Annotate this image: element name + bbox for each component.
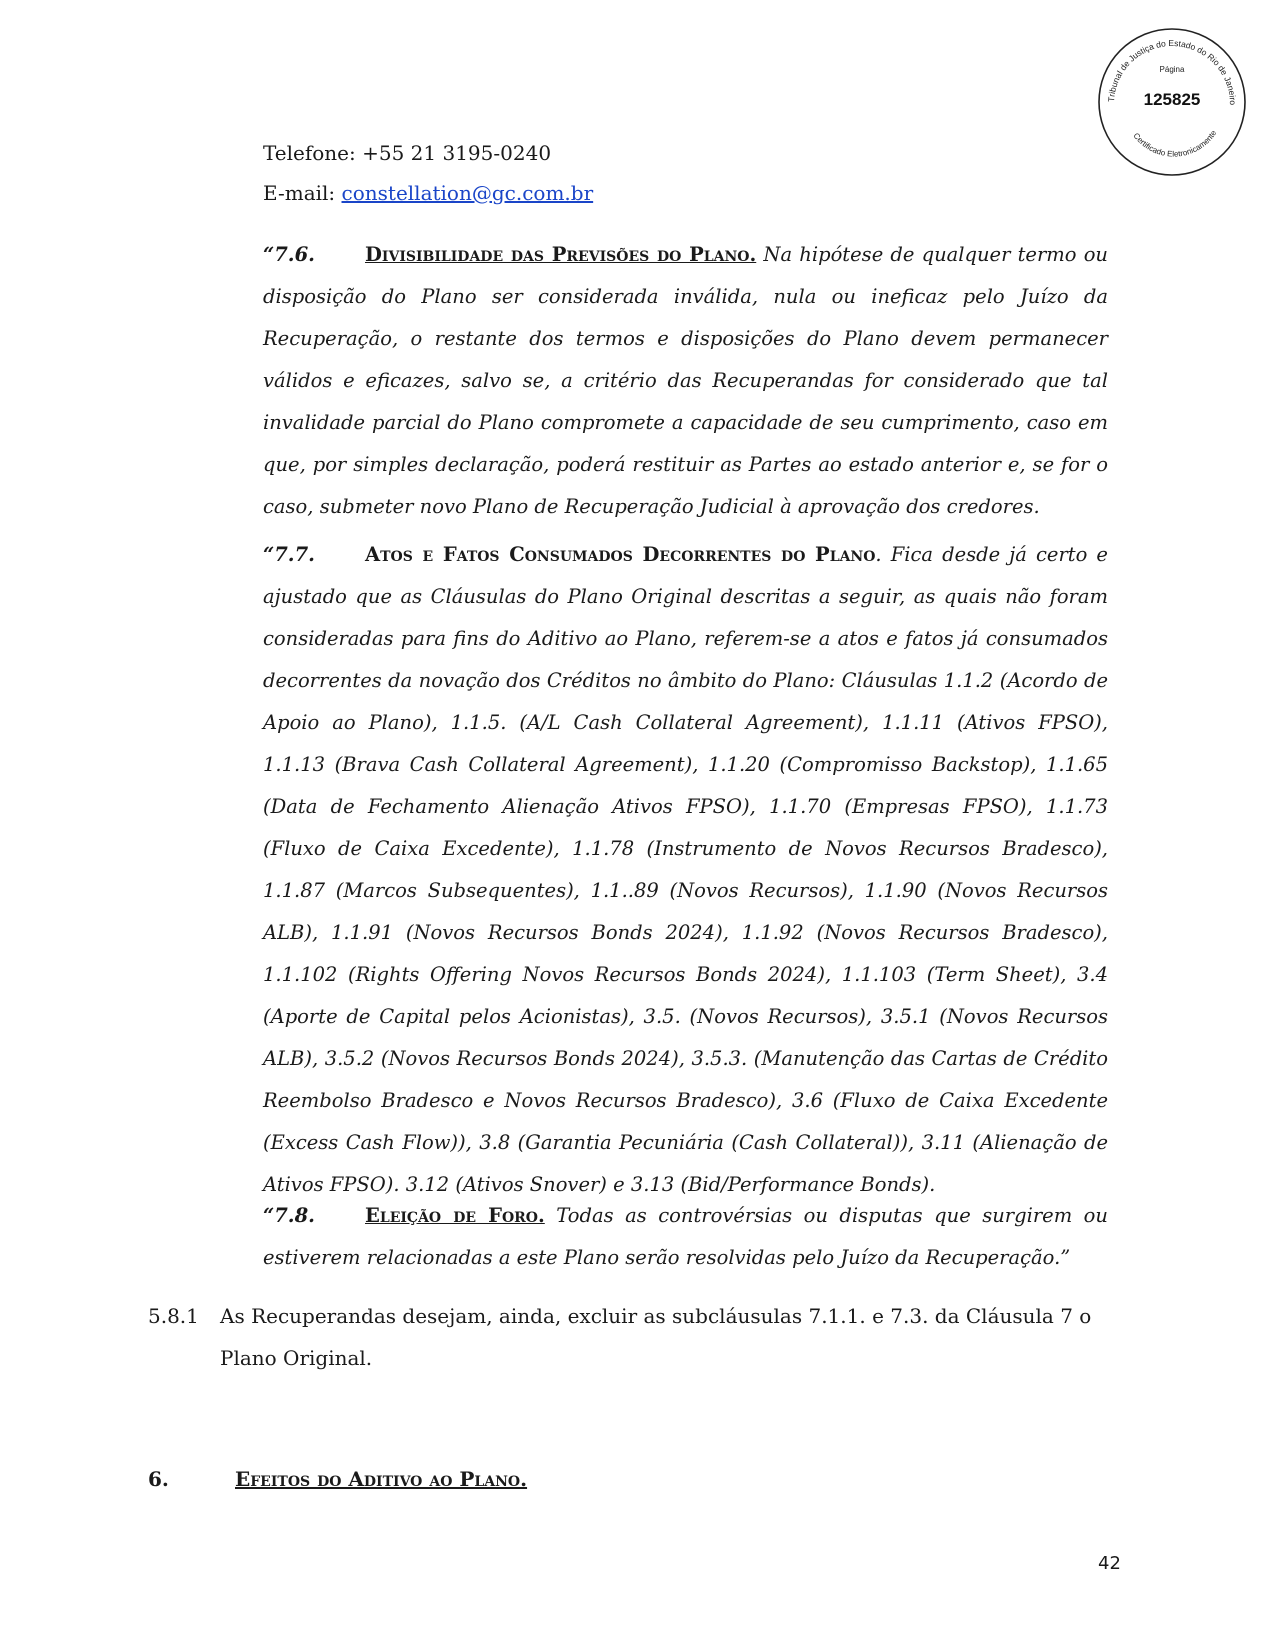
clause-number: “7.7. [263,543,315,566]
clause-text: Na hipótese de qualquer termo ou disposição do Plano ser considerada inválida, nula ou ineficaz pelo Juízo da Recuperação, o restante dos termos e disposições do Plano devem permanecer válidos e eficazes, salvo se, a critério das Recuperandas for considerado que tal invalidade parcial do Plano compromete a capacidade de seu cumprimento, caso em que, por simples declaração, poderá restituir as Partes ao estado anterior e, se for o caso, submeter novo Plano de Recuperação Judicial à aprovação dos credores. [263,243,1108,518]
court-seal-stamp [1096,26,1248,178]
clause-text: Todas as controvérsias ou disputas que surgirem ou estiverem relacionadas a este Plano serão resolvidas pelo Juízo da Recuperação.” [263,1204,1108,1269]
email-line [263,181,593,205]
clause-heading: Divisibilidade das Previsões do Plano. [365,243,757,266]
section-heading [148,1467,527,1491]
seal-ring-text: Tribunal de Justiça do Estado do Rio de Janeiro [1106,37,1239,106]
clause-7-6 [263,234,1108,528]
clause-5-8-1 [148,1295,1108,1379]
page-number: 42 [1098,1553,1121,1574]
clause-heading: Atos e Fatos Consumados Decorrentes do Plano [365,543,876,566]
clause-number: “7.8. [263,1204,315,1227]
clause-heading: Eleição de Foro. [365,1204,545,1227]
email-label: E-mail: [263,181,342,205]
clause-7-8 [263,1195,1108,1279]
email-link[interactable]: constellation@gc.com.br [341,181,594,205]
clause-text: . Fica desde já certo e ajustado que as Cláusulas do Plano Original descritas a seguir, as quais não foram consideradas para fins do Aditivo ao Plano, referem-se a atos e fatos já consumados decorrentes da novação dos Créditos no âmbito do Plano: Cláusulas 1.1.2 (Acordo de Apoio ao Plano), 1.1.5. (A/L Cash Collateral Agreement), 1.1.11 (Ativos FPSO), 1.1.13 (Brava Cash Collateral Agreement), 1.1.20 (Compromisso Backstop), 1.1.65 (Data de Fechamento Alienação Ativos FPSO), 1.1.70 (Empresas FPSO), 1.1.73 (Fluxo de Caixa Excedente), 1.1.78 (Instrumento de Novos Recursos Bradesco), 1.1.87 (Marcos Subsequentes), 1.1..89 (Novos Recursos), 1.1.90 (Novos Recursos ALB), 1.1.91 (Novos Recursos Bonds 2024), 1.1.92 (Novos Recursos Bradesco), 1.1.102 (Rights Offering Novos Recursos Bonds 2024), 1.1.103 (Term Sheet), 3.4 (Aporte de Capital pelos Acionistas), 3.5. (Novos Recursos), 3.5.1 (Novos Recursos ALB), 3.5.2 (Novos Recursos Bonds 2024), 3.5.3. (Manutenção das Cartas de Crédito Reembolso Bradesco e Novos Recursos Bradesco), 3.6 (Fluxo de Caixa Excedente (Excess Cash Flow)), 3.8 (Garantia Pecuniária (Cash Collateral)), 3.11 (Alienação de Ativos FPSO). 3.12 (Ativos Snover) e 3.13 (Bid/Performance Bonds). [263,543,1108,1196]
seal-number: 125825 [1143,90,1201,109]
clause-text: As Recuperandas desejam, ainda, excluir as subcláusulas 7.1.1. e 7.3. da Cláusula 7 o Plano Original. [220,1304,1092,1370]
section-number: 6. [148,1467,169,1491]
seal-bottom-text: Certificado Eletronicamente [1131,128,1219,159]
clause-number: “7.6. [263,243,315,266]
seal-label: Página [1159,65,1185,74]
clause-number: 5.8.1 [148,1304,199,1328]
clause-7-7 [263,534,1108,1206]
section-title: Efeitos do Aditivo ao Plano. [235,1467,528,1491]
phone-line: Telefone: +55 21 3195-0240 [263,141,552,165]
